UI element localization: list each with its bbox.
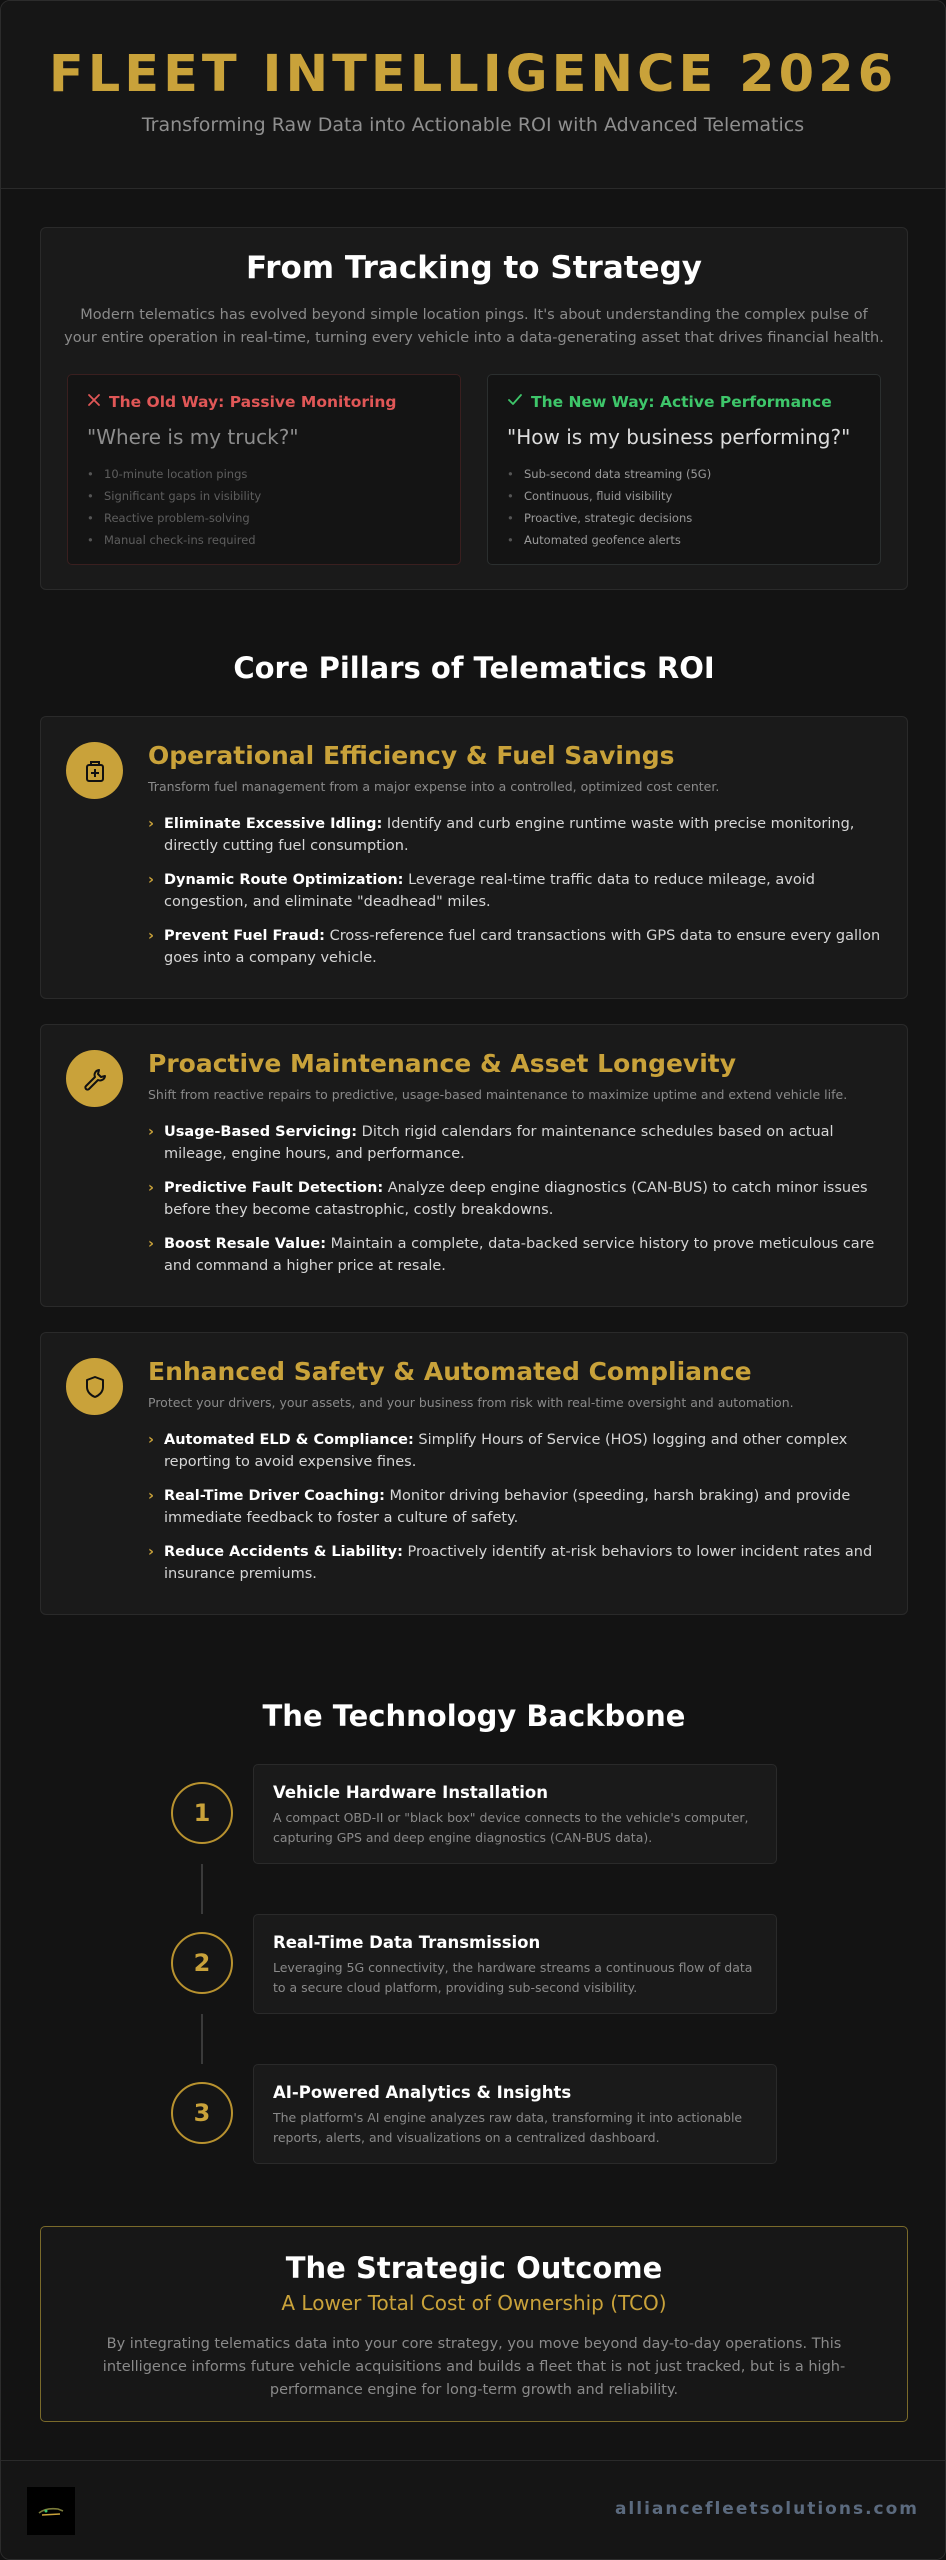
outcome-description: By integrating telematics data into your core strategy, you move beyond day-to-day operations. This intelligence informs future vehicle acquisitions and builds a fleet that is not just tracked, but is a high-performance engine for long-term growth and reliability.: [102, 2336, 846, 2398]
pillar-title: Enhanced Safety & Automated Compliance: [148, 1357, 752, 1386]
pillar-title: Operational Efficiency & Fuel Savings: [148, 741, 675, 770]
new-way-heading-row: [507, 393, 861, 411]
page-header: [1, 1, 945, 189]
list-item: • Proactive, strategic decisions: [507, 507, 861, 529]
step-number: 3: [171, 2082, 233, 2144]
list-item: [148, 925, 888, 969]
step-number: 2: [171, 1932, 233, 1994]
intro-title: From Tracking to Strategy: [246, 250, 702, 286]
pillar-list: [148, 813, 888, 981]
step-card: [253, 1914, 777, 2014]
new-way-list: [507, 463, 861, 551]
check-icon: [507, 393, 523, 411]
item-text: Identify and curb engine runtime waste with precise monitoring, directly cutting fuel consumption.: [164, 816, 855, 854]
list-item: [148, 1485, 888, 1529]
item-bold: Dynamic Route Optimization:: [164, 872, 404, 888]
step-description: Leveraging 5G connectivity, the hardware streams a continuous flow of data to a secure cloud platform, providing sub-second visibility.: [273, 1960, 753, 1995]
list-item: • Continuous, fluid visibility: [507, 485, 861, 507]
list-item: • Reactive problem-solving: [87, 507, 441, 529]
item-text: Cross-reference fuel card transactions with GPS data to ensure every gallon goes into a company vehicle.: [164, 928, 881, 966]
outcome-card: [40, 2226, 908, 2422]
step-card: [253, 1764, 777, 1864]
technology-section-title: The Technology Backbone: [262, 1699, 686, 1733]
item-text: Ditch rigid calendars for maintenance schedules based on actual mileage, engine hours, and performance.: [164, 1124, 834, 1162]
step-description: A compact OBD-II or "black box" device connects to the vehicle's computer, capturing GPS and deep engine diagnostics (CAN-BUS data).: [273, 1810, 749, 1845]
item-bold: Prevent Fuel Fraud:: [164, 928, 325, 944]
list-item: [148, 1177, 888, 1221]
intro-card: [40, 227, 908, 590]
shield-icon: [66, 1358, 123, 1415]
item-bold: Reduce Accidents & Liability:: [164, 1544, 403, 1560]
old-way-question: "Where is my truck?": [87, 425, 299, 449]
old-way-heading-row: [87, 393, 441, 411]
intro-description: Modern telematics has evolved beyond simple location pings. It's about understanding the complex pulse of your entire operation in real-time, turning every vehicle into a data-generating asset that drives financial health.: [64, 307, 884, 346]
step-title: Vehicle Hardware Installation: [273, 1783, 548, 1802]
pillar-subtitle: Shift from reactive repairs to predictive, usage-based maintenance to maximize uptime and extend vehicle life.: [148, 1087, 848, 1102]
pillar-card-fuel: [40, 716, 908, 999]
pillar-subtitle: Transform fuel management from a major expense into a controlled, optimized cost center.: [148, 779, 720, 794]
new-way-card: [487, 374, 881, 565]
list-item: [148, 1121, 888, 1165]
pillar-subtitle: Protect your drivers, your assets, and your business from risk with real-time oversight and automation.: [148, 1395, 794, 1410]
item-text: Maintain a complete, data-backed service history to prove meticulous care and command a higher price at resale.: [164, 1236, 875, 1274]
item-text: Simplify Hours of Service (HOS) logging and other complex reporting to avoid expensive fines.: [164, 1432, 848, 1470]
item-bold: Usage-Based Servicing:: [164, 1124, 358, 1140]
new-way-question: "How is my business performing?": [507, 425, 851, 449]
x-icon: [87, 393, 101, 411]
list-item: [148, 1429, 888, 1473]
item-bold: Real-Time Driver Coaching:: [164, 1488, 385, 1504]
page-footer: [1, 2460, 946, 2560]
item-bold: Automated ELD & Compliance:: [164, 1432, 414, 1448]
website-link[interactable]: alliancefleetsolutions.com: [614, 2499, 919, 2519]
list-item: [148, 869, 888, 913]
page-subtitle: Transforming Raw Data into Actionable ROI with Advanced Telematics: [141, 114, 805, 136]
pillar-card-safety: [40, 1332, 908, 1615]
fuel-icon: [66, 742, 123, 799]
step-title: Real-Time Data Transmission: [273, 1933, 541, 1952]
item-text: Analyze deep engine diagnostics (CAN-BUS) to catch minor issues before they become catastrophic, costly breakdowns.: [164, 1180, 868, 1218]
pillar-list: [148, 1121, 888, 1289]
item-bold: Boost Resale Value:: [164, 1236, 326, 1252]
company-logo[interactable]: [27, 2487, 75, 2535]
pillar-title: Proactive Maintenance & Asset Longevity: [148, 1049, 737, 1078]
step-description: The platform's AI engine analyzes raw data, transforming it into actionable reports, alerts, and visualizations on a centralized dashboard.: [273, 2110, 743, 2145]
list-item: • Sub-second data streaming (5G): [507, 463, 861, 485]
pillars-section-title: Core Pillars of Telematics ROI: [233, 651, 715, 685]
list-item: [148, 1233, 888, 1277]
item-bold: Predictive Fault Detection:: [164, 1180, 384, 1196]
item-bold: Eliminate Excessive Idling:: [164, 816, 383, 832]
wrench-icon: [66, 1050, 123, 1107]
page-title: FLEET INTELLIGENCE 2026: [48, 45, 898, 104]
list-item: • Manual check-ins required: [87, 529, 441, 551]
item-text: Proactively identify at-risk behaviors to lower incident rates and insurance premiums.: [164, 1544, 873, 1582]
list-item: • Significant gaps in visibility: [87, 485, 441, 507]
pillar-card-maintenance: [40, 1024, 908, 1307]
step-number: 1: [171, 1782, 233, 1844]
old-way-card: [67, 374, 461, 565]
outcome-title: The Strategic Outcome: [285, 2251, 663, 2285]
list-item: [148, 813, 888, 857]
step-card: [253, 2064, 777, 2164]
list-item: • Automated geofence alerts: [507, 529, 861, 551]
new-way-heading: The New Way: Active Performance: [531, 393, 832, 411]
item-text: Leverage real-time traffic data to reduce mileage, avoid congestion, and eliminate "deadhead" miles.: [164, 872, 815, 910]
step-connector: [201, 1864, 203, 1914]
pillar-list: [148, 1429, 888, 1597]
step-connector: [201, 2014, 203, 2064]
old-way-list: [87, 463, 441, 551]
list-item: • 10-minute location pings: [87, 463, 441, 485]
outcome-subtitle: A Lower Total Cost of Ownership (TCO): [281, 2291, 667, 2315]
item-text: Monitor driving behavior (speeding, harsh braking) and provide immediate feedback to foster a culture of safety.: [164, 1488, 851, 1526]
old-way-heading: The Old Way: Passive Monitoring: [109, 393, 397, 411]
list-item: [148, 1541, 888, 1585]
step-title: AI-Powered Analytics & Insights: [273, 2083, 572, 2102]
